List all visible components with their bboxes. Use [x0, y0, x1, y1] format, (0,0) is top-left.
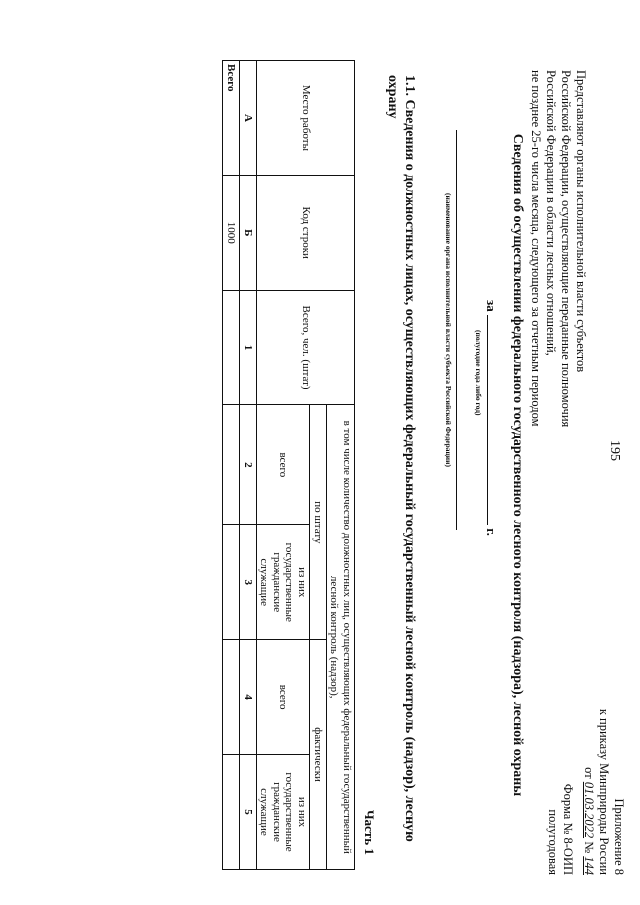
cell-actual-civil[interactable] — [223, 755, 240, 870]
reporting-period-line — [483, 300, 500, 536]
appendix-block — [545, 640, 626, 875]
numbering-row — [240, 61, 257, 870]
table-row — [223, 61, 240, 870]
number-prefix: № — [582, 841, 596, 854]
form-period: полугодовая — [546, 809, 560, 875]
col-number: 4 — [240, 640, 257, 755]
submitters-line1: Представляют органы исполнительной власти субъектов — [574, 70, 588, 373]
col-number: 5 — [240, 755, 257, 870]
document-title: Сведения об осуществлении федерального государственного лесного контроля (надзора), лесной охраны — [510, 133, 525, 797]
row-code: 1000 — [223, 175, 240, 290]
cell-actual-all[interactable] — [223, 640, 240, 755]
submitters-line3: Российской Федерации в области лесных отношений, — [544, 70, 558, 356]
header-actual-all: всего — [257, 640, 310, 755]
org-hint: (наименование органа исполнительной власти субъекта Российской Федерации) — [444, 193, 453, 467]
submitters-block — [528, 70, 588, 450]
header-staff: по штату — [310, 405, 327, 640]
order-date: 01.03.2022 — [582, 781, 596, 839]
col-number: 2 — [240, 405, 257, 525]
org-blank — [456, 130, 457, 530]
col-number: Б — [240, 175, 257, 290]
header-total: Всего, чел. (штат) — [257, 290, 355, 405]
order-number: 144 — [582, 856, 596, 875]
header-place: Место работы — [257, 61, 355, 176]
for-word: за — [484, 300, 499, 312]
submitters-line4: не позднее 25-го числа месяца, следующего за отчетным периодом — [529, 70, 543, 427]
appendix-line1: Приложение 8 — [612, 798, 626, 875]
header-group: в том числе количество должностных лиц, осуществляющих федеральный государственный лесной контроль (надзор), — [327, 405, 355, 870]
header-actual: фактически — [310, 640, 327, 870]
col-number: 3 — [240, 525, 257, 640]
year-suffix: г. — [484, 528, 499, 536]
period-hint: (полугодие года либо год) — [474, 330, 483, 416]
part-label: Часть 1 — [362, 810, 377, 855]
officials-table — [222, 60, 355, 870]
date-prefix: от — [582, 767, 596, 779]
cell-total[interactable] — [223, 290, 240, 405]
section-title: 1.1. Сведения о должностных лицах, осуществляющих федеральный государственный лесной контроль (надзор), лесную охрану — [385, 75, 417, 842]
submitters-line2: Российской Федерации, осуществляющие переданные полномочия — [559, 70, 573, 428]
col-number: 1 — [240, 290, 257, 405]
header-staff-all: всего — [257, 405, 310, 525]
header-staff-civil: из них государственные гражданские служащие — [257, 525, 310, 640]
col-number: А — [240, 61, 257, 176]
appendix-line2: к приказу Минприроды России — [597, 708, 611, 875]
appendix-order-line — [581, 640, 596, 875]
header-code: Код строки — [257, 175, 355, 290]
period-blank — [487, 315, 500, 525]
page-number: 195 — [607, 440, 622, 461]
row-label: Всего — [223, 61, 240, 176]
cell-staff-civil[interactable] — [223, 525, 240, 640]
header-actual-civil: из них государственные гражданские служащие — [257, 755, 310, 870]
form-name: Форма № 8-ОИП — [561, 783, 575, 875]
cell-staff-all[interactable] — [223, 405, 240, 525]
